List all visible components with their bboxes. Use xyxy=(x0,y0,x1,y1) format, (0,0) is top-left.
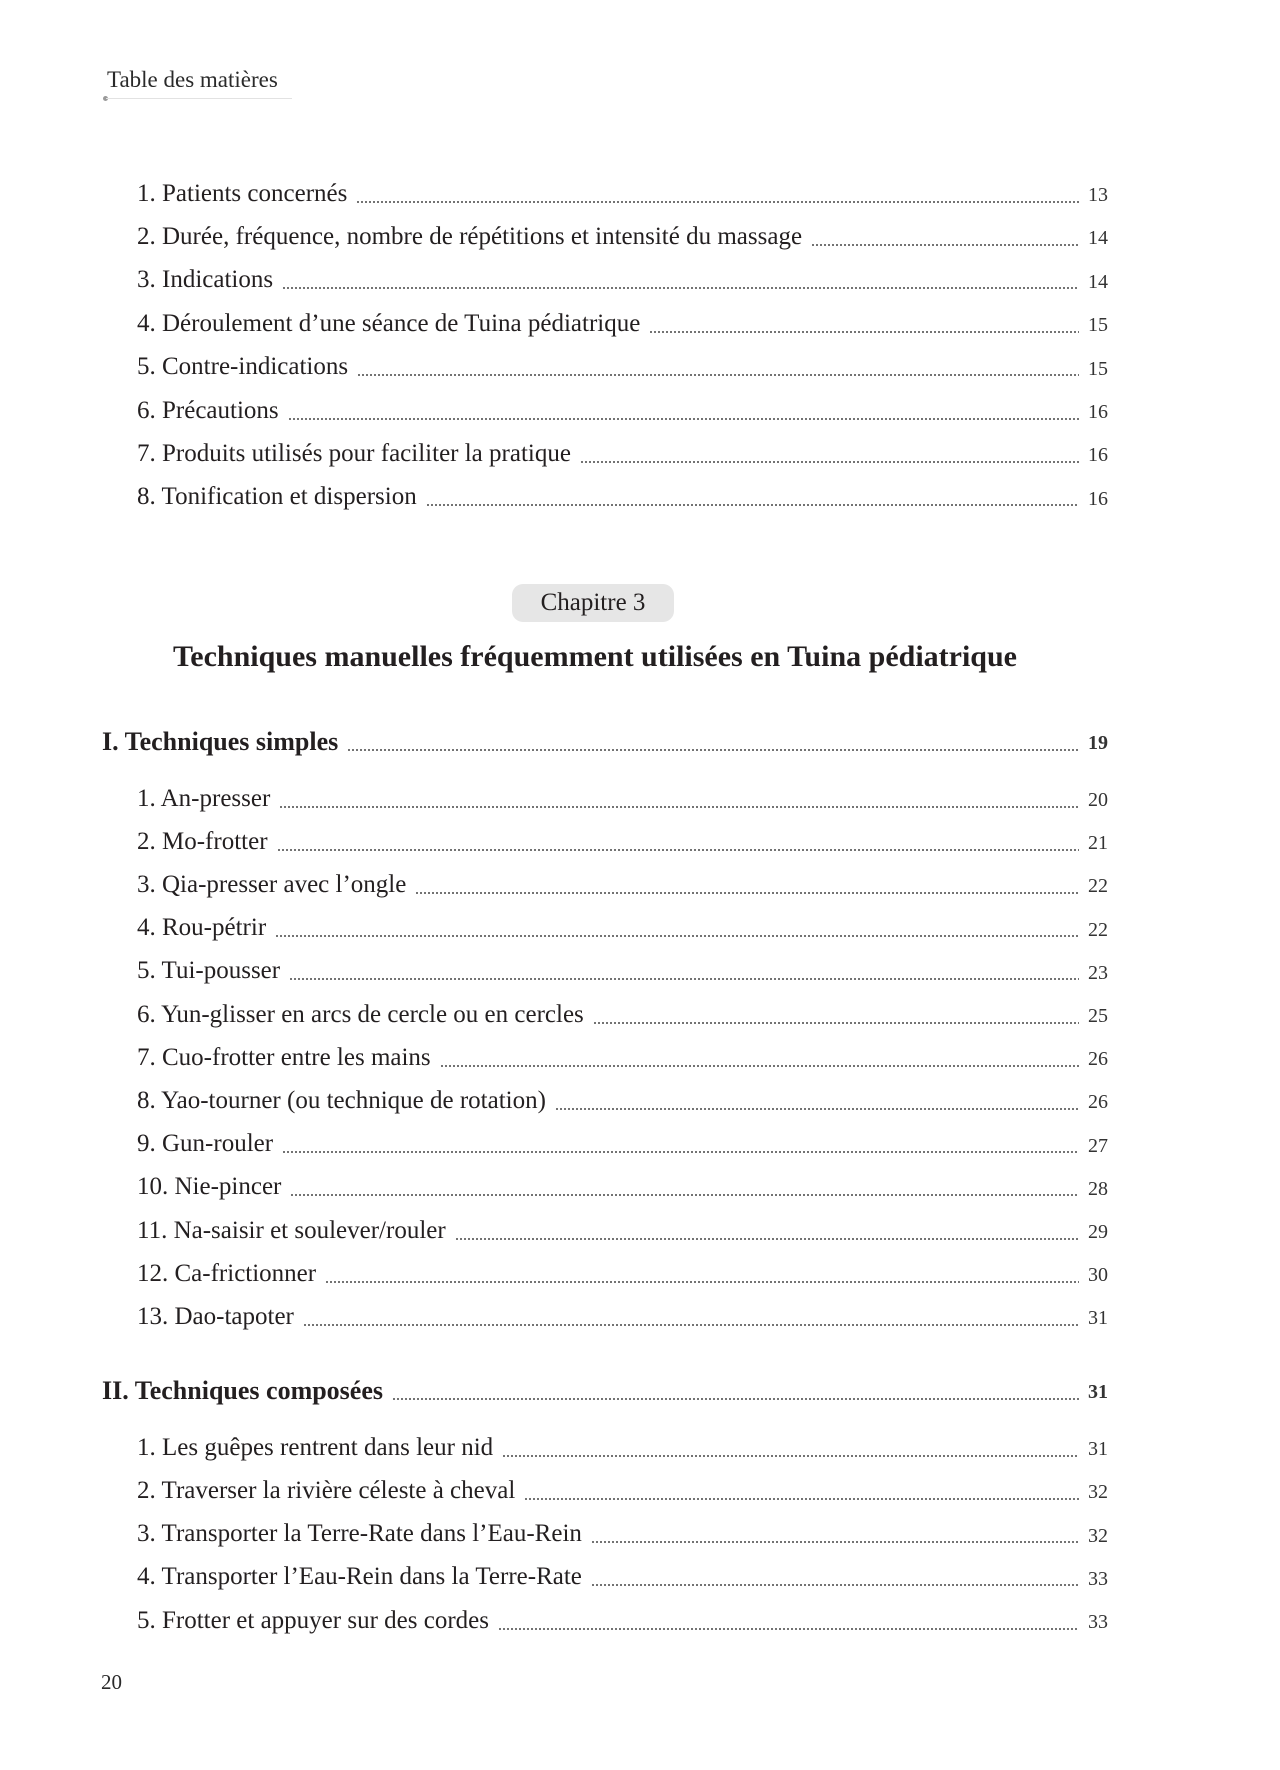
dot-leader xyxy=(593,1022,1079,1024)
dot-leader xyxy=(455,1238,1079,1240)
toc-section-label: I. Techniques simples xyxy=(102,726,339,756)
dot-leader xyxy=(288,418,1079,420)
dot-leader xyxy=(289,978,1079,980)
toc-page-number: 25 xyxy=(1088,1005,1108,1027)
toc-entry[interactable] xyxy=(0,476,1280,519)
toc-entry[interactable] xyxy=(0,1469,1280,1512)
toc-entry[interactable] xyxy=(0,1295,1280,1338)
toc-section-label: II. Techniques composées xyxy=(102,1375,383,1405)
toc-entry-label: 5. Contre-indications xyxy=(137,353,349,381)
toc-page-number: 33 xyxy=(1088,1567,1108,1590)
toc-page-number: 31 xyxy=(1088,1307,1108,1330)
toc-entry-label: 1. An-presser xyxy=(137,784,271,812)
toc-page-number: 29 xyxy=(1088,1221,1108,1243)
toc-page-number: 13 xyxy=(1088,184,1108,206)
toc-entry[interactable] xyxy=(0,907,1280,950)
toc-entry[interactable] xyxy=(0,215,1280,258)
dot-leader xyxy=(502,1455,1079,1457)
toc-entry-label: 2. Traverser la rivière céleste à cheval xyxy=(137,1476,516,1504)
toc-page-number: 27 xyxy=(1088,1134,1108,1157)
toc-page-number: 32 xyxy=(1088,1524,1108,1547)
toc-entry-label: 6. Précautions xyxy=(137,396,279,424)
toc-entry[interactable] xyxy=(0,1166,1280,1209)
toc-entry[interactable] xyxy=(0,777,1280,820)
dot-leader xyxy=(811,244,1079,246)
toc-page-number: 15 xyxy=(1088,314,1108,337)
toc-entry-label: 8. Tonification et dispersion xyxy=(137,483,417,511)
toc-entry[interactable] xyxy=(0,1252,1280,1295)
toc-entry[interactable] xyxy=(0,432,1280,475)
toc-entry[interactable] xyxy=(0,820,1280,863)
toc-page-number: 31 xyxy=(1088,1381,1108,1403)
dot-leader xyxy=(498,1628,1079,1630)
toc-page-number: 28 xyxy=(1088,1177,1108,1200)
toc-entry-label: 4. Rou-pétrir xyxy=(137,914,267,942)
toc-entry[interactable] xyxy=(0,302,1280,345)
toc-entry-label: 3. Qia-presser avec l’ongle xyxy=(137,870,407,898)
toc-entry-label: 7. Produits utilisés pour faciliter la pratique xyxy=(137,439,571,467)
toc-page-number: 14 xyxy=(1088,270,1108,293)
dot-leader xyxy=(357,374,1079,376)
toc-entry-label: 2. Mo-frotter xyxy=(137,827,268,855)
dot-leader xyxy=(440,1065,1079,1067)
toc-page-number: 21 xyxy=(1088,832,1108,855)
dot-leader xyxy=(347,749,1079,751)
chapter-badge: Chapitre 3 xyxy=(512,584,674,622)
toc-entry[interactable] xyxy=(0,1599,1280,1642)
toc-entry-label: 1. Les guêpes rentrent dans leur nid xyxy=(137,1433,494,1461)
toc-entry[interactable] xyxy=(0,259,1280,302)
dot-leader xyxy=(325,1281,1079,1283)
toc-entry-label: 2. Durée, fréquence, nombre de répétitions et intensité du massage xyxy=(137,222,803,250)
toc-page-number: 16 xyxy=(1088,487,1108,510)
chapter-title: Techniques manuelles fréquemment utilisées en Tuina pédiatrique xyxy=(173,640,1017,673)
toc-entry[interactable] xyxy=(0,346,1280,389)
toc-page-number: 33 xyxy=(1088,1611,1108,1634)
toc-page-number: 16 xyxy=(1088,401,1108,423)
toc-page-number: 16 xyxy=(1088,444,1108,467)
dot-leader xyxy=(555,1108,1079,1110)
toc-entry-label: 1. Patients concernés xyxy=(137,179,348,207)
toc-entry[interactable] xyxy=(0,1426,1280,1469)
toc-page-number: 30 xyxy=(1088,1264,1108,1287)
dot-leader xyxy=(415,892,1079,894)
toc-entry[interactable] xyxy=(0,1123,1280,1166)
toc-page-number: 26 xyxy=(1088,1048,1108,1071)
toc-page-number: 26 xyxy=(1088,1091,1108,1114)
dot-leader xyxy=(356,201,1079,203)
toc-section-entry[interactable] xyxy=(0,720,1280,763)
dot-leader xyxy=(591,1541,1079,1543)
toc-entry[interactable] xyxy=(0,389,1280,432)
toc-page-number: 14 xyxy=(1088,227,1108,250)
toc-entry[interactable] xyxy=(0,1209,1280,1252)
dot-leader xyxy=(426,504,1079,506)
toc-section-entry[interactable] xyxy=(0,1369,1280,1412)
toc-entry[interactable] xyxy=(0,1036,1280,1079)
dot-leader xyxy=(290,1194,1079,1196)
dot-leader xyxy=(392,1398,1079,1400)
dot-leader xyxy=(580,461,1079,463)
toc-entry-label: 5. Tui-pousser xyxy=(137,957,281,985)
dot-leader xyxy=(277,849,1079,851)
dot-leader xyxy=(303,1324,1079,1326)
toc-entry-label: 5. Frotter et appuyer sur des cordes xyxy=(137,1606,489,1634)
toc-entry-label: 8. Yao-tourner (ou technique de rotation) xyxy=(137,1086,546,1114)
toc-entry[interactable] xyxy=(0,1079,1280,1122)
toc-entry-label: 3. Transporter la Terre-Rate dans l’Eau-Rein xyxy=(137,1520,582,1548)
toc-entry-label: 9. Gun-rouler xyxy=(137,1130,274,1158)
toc-entry[interactable] xyxy=(0,1556,1280,1599)
dot-leader xyxy=(649,331,1079,333)
toc-entry-label: 11. Na-saisir et soulever/rouler xyxy=(137,1216,446,1244)
toc-page-number: 22 xyxy=(1088,875,1108,898)
dot-leader xyxy=(282,287,1079,289)
dot-leader xyxy=(282,1151,1079,1153)
toc-entry[interactable] xyxy=(0,172,1280,215)
page-number: 20 xyxy=(101,1670,122,1694)
toc-page-number: 15 xyxy=(1088,357,1108,380)
toc-entry-label: 4. Déroulement d’une séance de Tuina pédiatrique xyxy=(137,309,641,337)
toc-entry-label: 6. Yun-glisser en arcs de cercle ou en cercles xyxy=(137,1000,584,1028)
toc-entry-label: 13. Dao-tapoter xyxy=(137,1302,294,1330)
toc-entry-label: 12. Ca-frictionner xyxy=(137,1259,317,1287)
toc-entry[interactable] xyxy=(0,863,1280,906)
toc-page-number: 32 xyxy=(1088,1481,1108,1504)
toc-page-number: 23 xyxy=(1088,961,1108,984)
toc-page-number: 31 xyxy=(1088,1438,1108,1460)
toc-entry-label: 10. Nie-pincer xyxy=(137,1173,282,1201)
toc-page-number: 20 xyxy=(1088,789,1108,811)
dot-leader xyxy=(279,806,1079,808)
toc-entry-label: 3. Indications xyxy=(137,266,274,294)
running-head-rule xyxy=(106,98,292,99)
toc-page-number: 19 xyxy=(1088,732,1108,754)
toc-entry-label: 7. Cuo-frotter entre les mains xyxy=(137,1043,431,1071)
toc-entry[interactable] xyxy=(0,1513,1280,1556)
toc-entry[interactable] xyxy=(0,993,1280,1036)
toc-entry-label: 4. Transporter l’Eau-Rein dans la Terre-Rate xyxy=(137,1563,582,1591)
toc-entry[interactable] xyxy=(0,950,1280,993)
dot-leader xyxy=(275,935,1079,937)
dot-leader xyxy=(524,1498,1079,1500)
running-head: Table des matières xyxy=(107,67,278,92)
toc-page-number: 22 xyxy=(1088,918,1108,941)
dot-leader xyxy=(591,1584,1079,1586)
